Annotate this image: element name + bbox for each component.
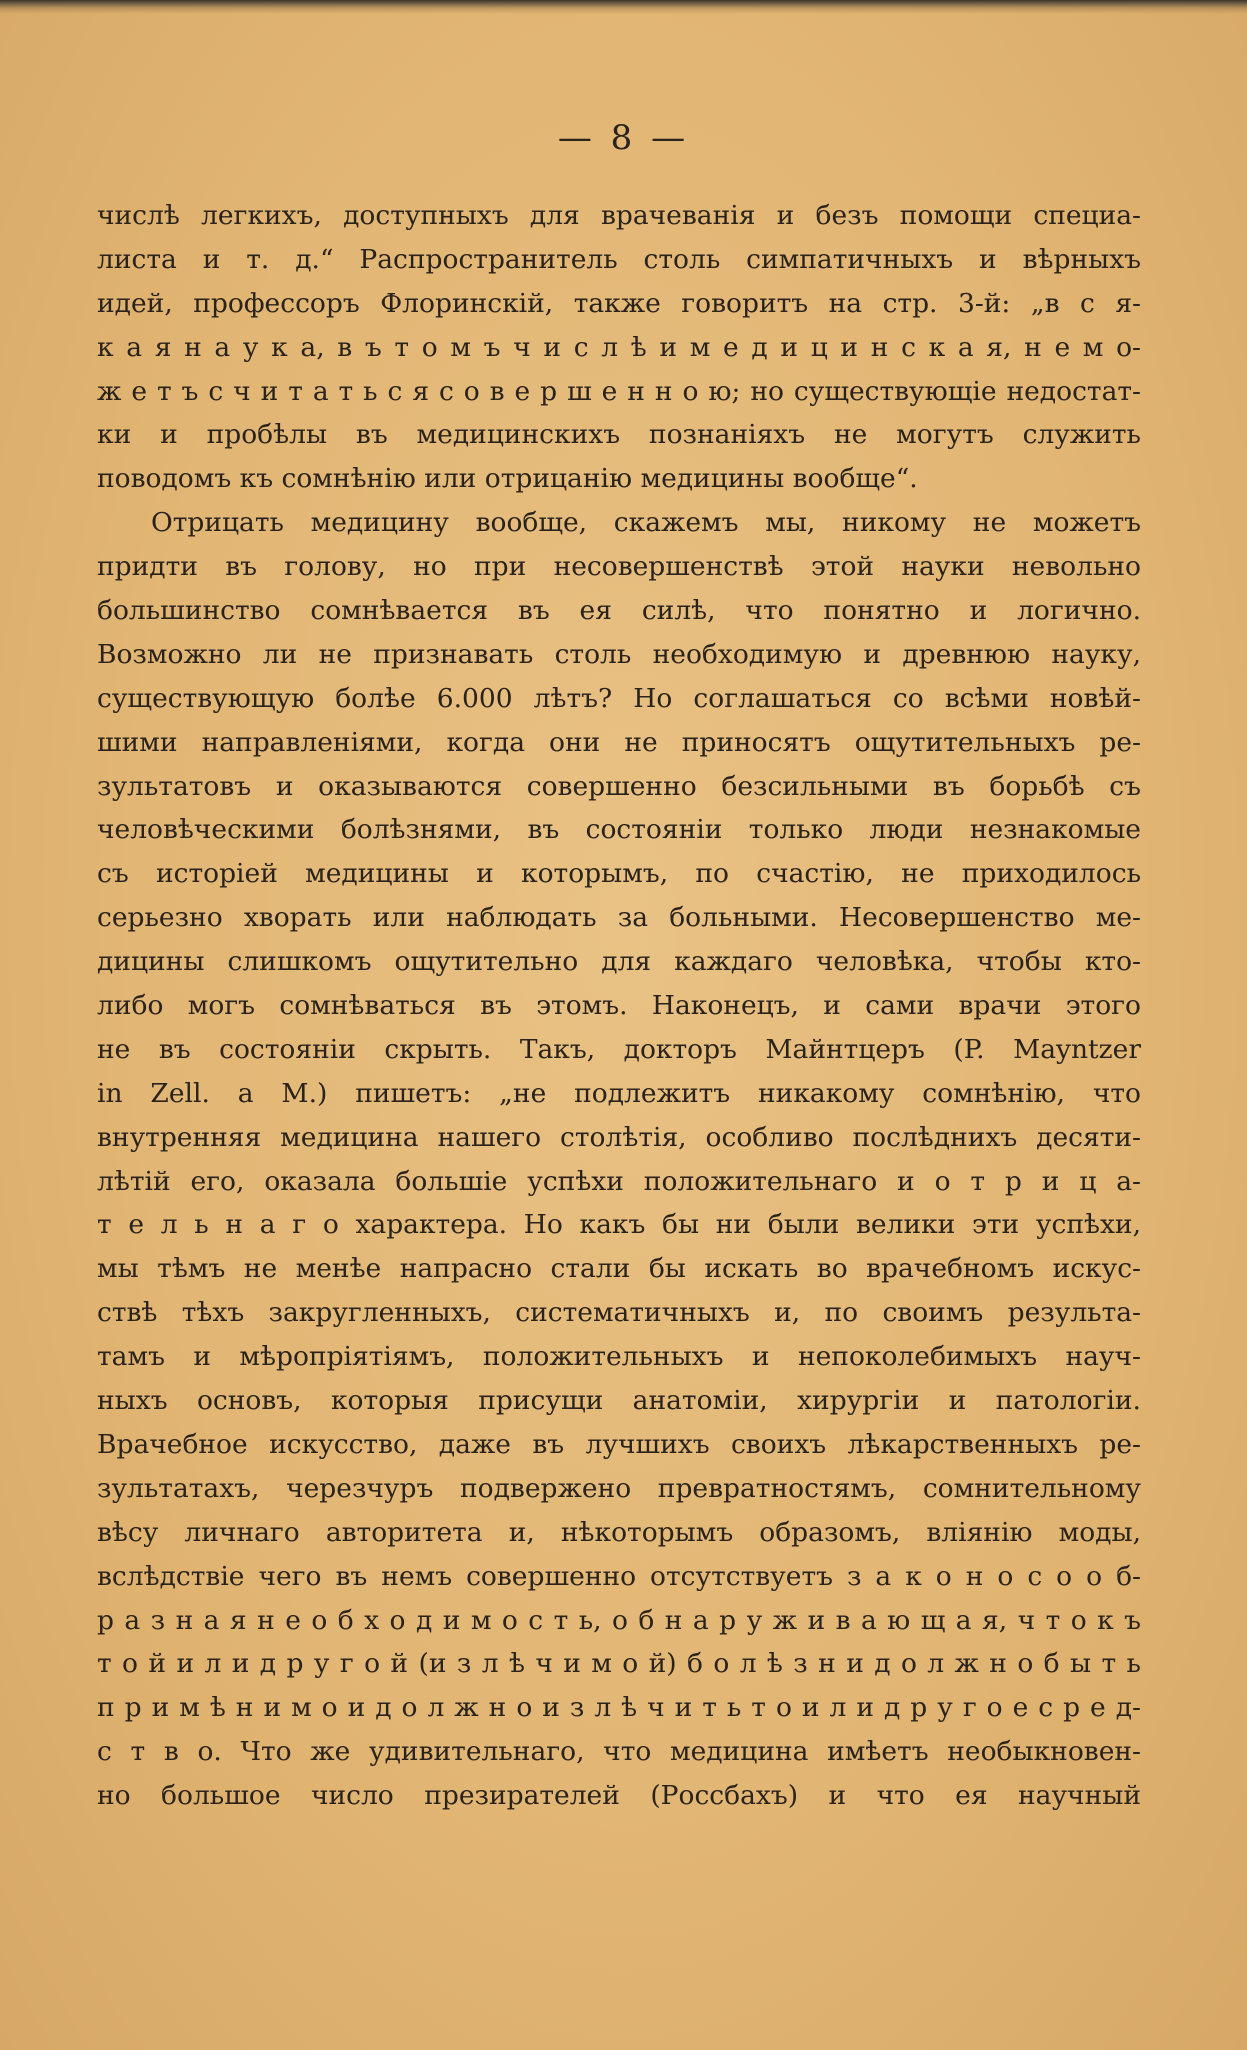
text-line: зультатовъ и оказываются совершенно безсильными въ борьбѣ съ xyxy=(97,770,1141,802)
text-line: мы тѣмъ не менѣе напрасно стали бы искать во врачебномъ искус- xyxy=(97,1253,1141,1285)
text-line: внутренняя медицина нашего столѣтія, особливо послѣднихъ десяти- xyxy=(97,1121,1141,1153)
text-line: тамъ и мѣропріятіямъ, положительныхъ и непоколебимыхъ науч- xyxy=(97,1341,1141,1373)
text-line: человѣческими болѣзнями, въ состояніи только люди незнакомые xyxy=(97,814,1141,846)
text-line: либо могъ сомнѣваться въ этомъ. Наконецъ, и сами врачи этого xyxy=(97,990,1141,1022)
text-line: ствѣ тѣхъ закругленныхъ, систематичныхъ и, по своимъ результа- xyxy=(97,1297,1141,1329)
text-line: ныхъ основъ, которыя присущи анатоміи, хирургіи и патологіи. xyxy=(97,1385,1141,1417)
text-line: р а з н а я н е о б х о д и м о с т ь, о б н а р у ж и в а ю щ а я, ч т о к ъ xyxy=(97,1604,1141,1636)
text-line: ки и пробѣлы въ медицинскихъ познаніяхъ не могутъ служить xyxy=(97,419,1141,451)
top-edge-rule xyxy=(0,0,1247,14)
text-line: поводомъ къ сомнѣнію или отрицанію медицины вообще“. xyxy=(97,463,918,495)
text-line: Врачебное искусство, даже въ лучшихъ своихъ лѣкарственныхъ ре- xyxy=(97,1428,1141,1460)
text-line: съ исторіей медицины и которымъ, по счастію, не приходилось xyxy=(97,858,1141,890)
text-line: Отрицать медицину вообще, скажемъ мы, никому не можетъ xyxy=(151,507,1141,539)
page-number: — 8 — xyxy=(557,118,690,158)
text-line: вслѣдствіе чего въ немъ совершенно отсутствуетъ з а к о н о с о о б- xyxy=(97,1560,1141,1592)
text-line: идей, профессоръ Флоринскій, также говоритъ на стр. 3-й: „в с я- xyxy=(97,287,1141,319)
text-line: т е л ь н а г о характера. Но какъ бы ни были велики эти успѣхи, xyxy=(97,1209,1141,1241)
text-line: но большое число презирателей (Россбахъ) и что ея научный xyxy=(97,1780,1141,1812)
text-line: числѣ легкихъ, доступныхъ для врачеванія и безъ помощи специа- xyxy=(97,200,1141,231)
text-line: листа и т. д.“ Распространитель столь симпатичныхъ и вѣрныхъ xyxy=(97,243,1141,275)
text-line: шими направленіями, когда они не приносятъ ощутительныхъ ре- xyxy=(97,726,1141,758)
text-line: к а я н а у к а, в ъ т о м ъ ч и с л ѣ и м е д и ц и н с к а я, н е м о- xyxy=(97,331,1141,363)
text-line: большинство сомнѣвается въ ея силѣ, что понятно и логично. xyxy=(97,595,1141,627)
text-line: придти въ голову, но при несовершенствѣ этой науки невольно xyxy=(97,551,1141,583)
text-line: ж е т ъ с ч и т а т ь с я с о в е р ш е н н о ю; но существующіе недостат- xyxy=(97,375,1141,407)
text-line: дицины слишкомъ ощутительно для каждаго человѣка, чтобы кто- xyxy=(97,946,1141,978)
text-line: с т в о. Что же удивительнаго, что медицина имѣетъ необыкновен- xyxy=(97,1736,1141,1768)
text-line: не въ состояніи скрыть. Такъ, докторъ Майнтцеръ (P. Mayntzer xyxy=(97,1033,1141,1065)
text-line: п р и м ѣ н и м о и д о л ж н о и з л ѣ ч и т ь т о и л и д р у г о е с р е д- xyxy=(97,1692,1141,1724)
body-text xyxy=(97,194,1141,1818)
text-line: т о й и л и д р у г о й (и з л ѣ ч и м о й) б о л ѣ з н и д о л ж н о б ы т ь xyxy=(97,1648,1141,1680)
text-line: in Zell. a M.) пишетъ: „не подлежитъ никакому сомнѣнію, что xyxy=(97,1077,1141,1109)
text-line: Возможно ли не признавать столь необходимую и древнюю науку, xyxy=(97,638,1141,670)
text-line: существующую болѣе 6.000 лѣтъ? Но соглашаться со всѣми новѣй- xyxy=(97,682,1141,714)
text-line: лѣтій его, оказала большіе успѣхи положительнаго и о т р и ц а- xyxy=(97,1165,1141,1197)
text-line: вѣсу личнаго авторитета и, нѣкоторымъ образомъ, вліянію моды, xyxy=(97,1516,1141,1548)
text-line: зультатахъ, черезчуръ подвержено превратностямъ, сомнительному xyxy=(97,1472,1141,1504)
text-line: серьезно хворать или наблюдать за больными. Несовершенство ме- xyxy=(97,902,1141,934)
